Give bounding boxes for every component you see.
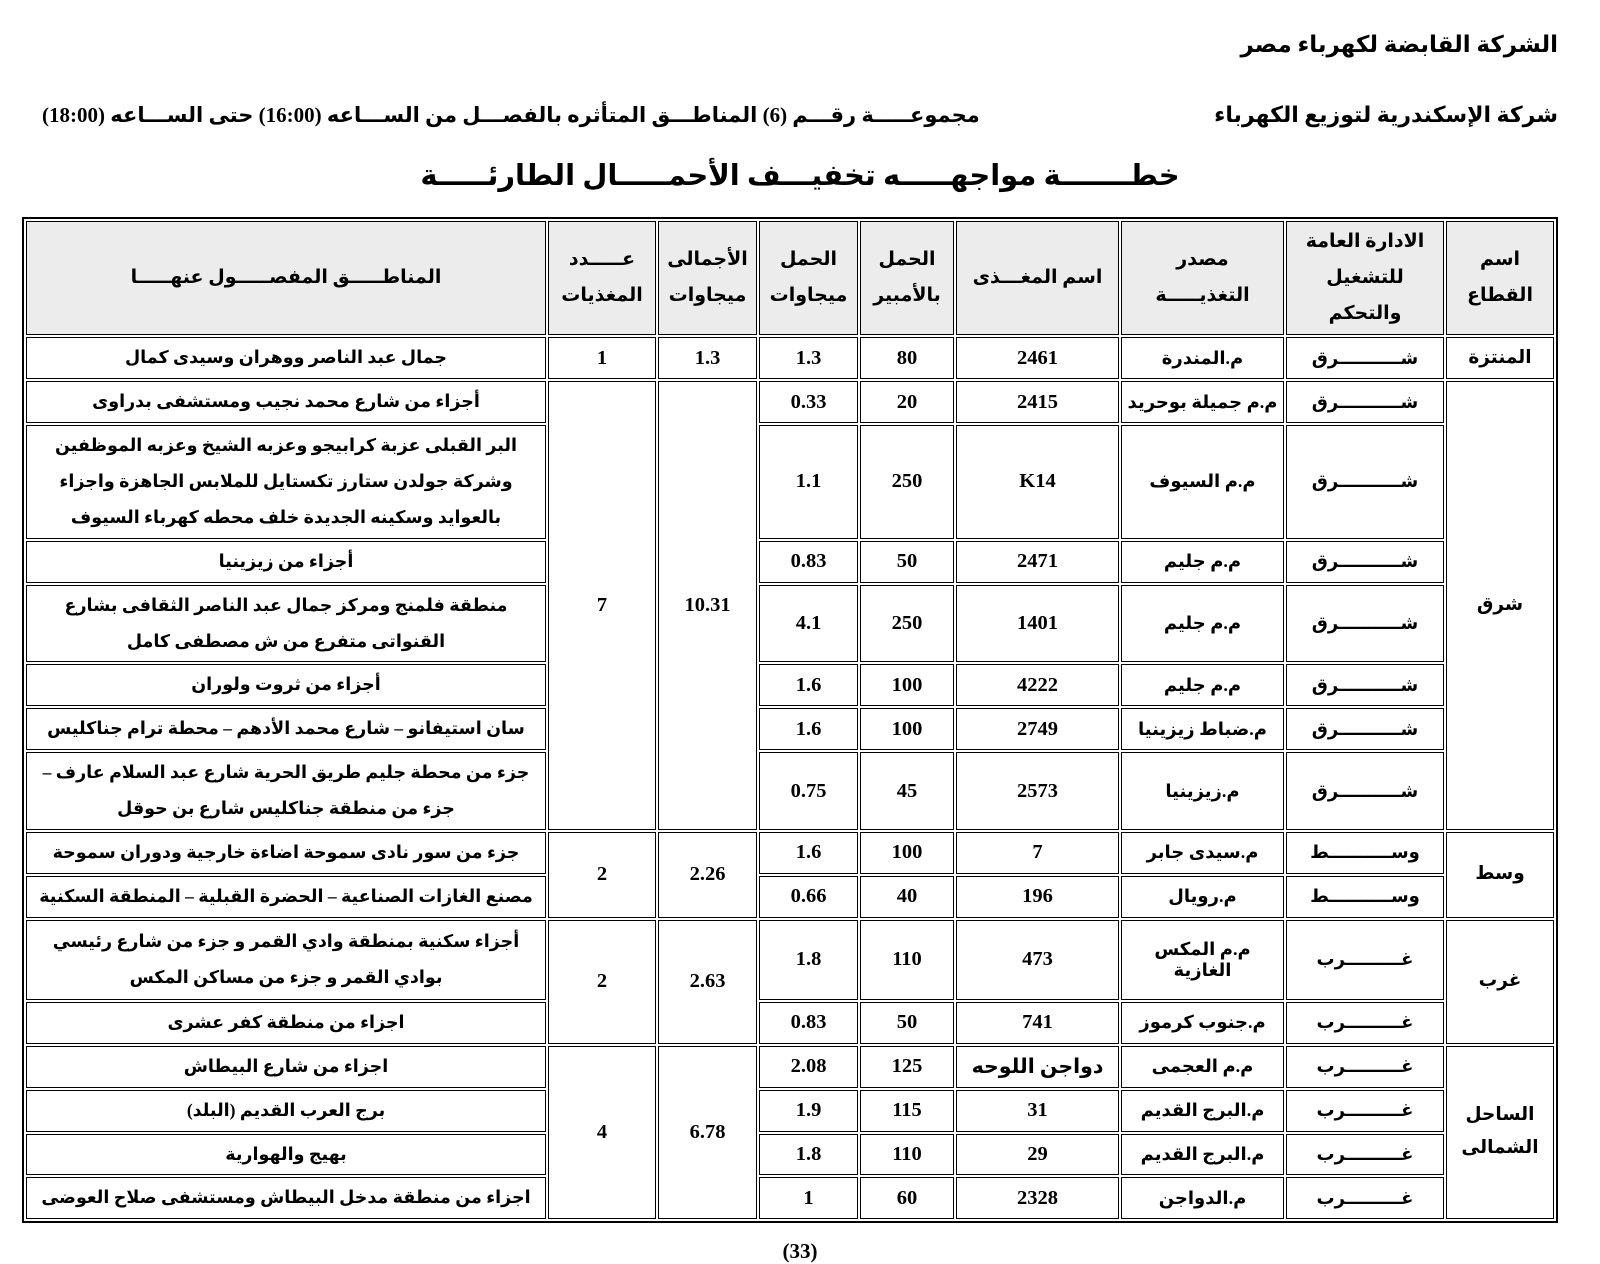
page-title: خطـــــــة مواجهـــــه تخفيـــف الأحمـــــال الطارئـــــة xyxy=(420,160,1180,192)
control-admin-cell: غـــــــــرب xyxy=(1286,1134,1444,1176)
load-amps-cell: 20 xyxy=(860,381,954,423)
subheader-row xyxy=(42,102,1558,128)
feed-source-cell: م.جنوب كرموز xyxy=(1121,1002,1284,1044)
load-amps-cell: 50 xyxy=(860,541,954,583)
control-admin-cell: غـــــــــرب xyxy=(1286,1002,1444,1044)
load-amps-cell: 115 xyxy=(860,1090,954,1132)
table-header-row xyxy=(26,221,1554,335)
load-amps-cell: 250 xyxy=(860,425,954,539)
col-header-feed-source: مصدر التغذيـــــة xyxy=(1121,221,1284,335)
load-amps-cell: 110 xyxy=(860,920,954,1000)
disconnected-areas-cell: اجزاء من منطقة مدخل البيطاش ومستشفى صلاح العوضى xyxy=(26,1177,546,1219)
disconnected-areas-cell: منطقة فلمنج ومركز جمال عبد الناصر الثقافى بشارع القنواتى متفرع من ش مصطفى كامل xyxy=(26,585,546,663)
load-amps-cell: 100 xyxy=(860,708,954,750)
table-row xyxy=(26,585,1554,663)
control-admin-cell: شــــــــــرق xyxy=(1286,381,1444,423)
control-admin-cell: غـــــــــرب xyxy=(1286,1046,1444,1088)
control-admin-cell: شــــــــــرق xyxy=(1286,541,1444,583)
sector-name-cell: الساحل الشمالى xyxy=(1446,1046,1554,1220)
col-header-load-amps: الحمل بالأمبير xyxy=(860,221,954,335)
feeder-name-cell: 196 xyxy=(956,876,1119,918)
feeder-name-cell: 31 xyxy=(956,1090,1119,1132)
load-amps-cell: 125 xyxy=(860,1046,954,1088)
load-mw-cell: 1.6 xyxy=(759,832,858,874)
feeder-count-cell: 2 xyxy=(548,920,656,1044)
feeder-name-cell: 7 xyxy=(956,832,1119,874)
feeder-count-cell: 2 xyxy=(548,832,656,918)
load-amps-cell: 80 xyxy=(860,337,954,379)
feed-source-cell: م.م جليم xyxy=(1121,585,1284,663)
table-row xyxy=(26,1177,1554,1219)
table-row xyxy=(26,752,1554,830)
feed-source-cell: م.سيدى جابر xyxy=(1121,832,1284,874)
sector-name-cell: غرب xyxy=(1446,920,1554,1044)
page-number: (33) xyxy=(782,1239,818,1264)
feeder-name-cell: 2471 xyxy=(956,541,1119,583)
disconnected-areas-cell: أجزاء من ثروت ولوران xyxy=(26,664,546,706)
feeder-name-cell: 4222 xyxy=(956,664,1119,706)
feed-source-cell: م.المندرة xyxy=(1121,337,1284,379)
total-mw-cell: 1.3 xyxy=(658,337,757,379)
control-admin-cell: شــــــــــرق xyxy=(1286,585,1444,663)
load-amps-cell: 45 xyxy=(860,752,954,830)
total-mw-cell: 10.31 xyxy=(658,381,757,830)
feed-source-cell: م.رويال xyxy=(1121,876,1284,918)
table-row xyxy=(26,832,1554,874)
feeder-name-cell: 741 xyxy=(956,1002,1119,1044)
load-amps-cell: 250 xyxy=(860,585,954,663)
load-mw-cell: 1.1 xyxy=(759,425,858,539)
feeder-count-cell: 7 xyxy=(548,381,656,830)
disconnected-areas-cell: أجزاء من شارع محمد نجيب ومستشفى بدراوى xyxy=(26,381,546,423)
total-mw-cell: 2.63 xyxy=(658,920,757,1044)
feeder-name-cell: K14 xyxy=(956,425,1119,539)
load-amps-cell: 110 xyxy=(860,1134,954,1176)
load-mw-cell: 4.1 xyxy=(759,585,858,663)
col-header-load-mw: الحمل ميجاوات xyxy=(759,221,858,335)
load-mw-cell: 1.8 xyxy=(759,920,858,1000)
table-row xyxy=(26,1002,1554,1044)
load-amps-cell: 60 xyxy=(860,1177,954,1219)
disconnected-areas-cell: بهيج والهوارية xyxy=(26,1134,546,1176)
control-admin-cell: غـــــــــرب xyxy=(1286,920,1444,1000)
load-mw-cell: 1.3 xyxy=(759,337,858,379)
disconnected-areas-cell: جمال عبد الناصر ووهران وسيدى كمال xyxy=(26,337,546,379)
feed-source-cell: م.م جليم xyxy=(1121,664,1284,706)
disconnected-areas-cell: جزء من محطة جليم طريق الحرية شارع عبد السلام عارف – جزء من منطقة جناكليس شارع بن حوقل xyxy=(26,752,546,830)
load-mw-cell: 1.6 xyxy=(759,664,858,706)
table-row xyxy=(26,1134,1554,1176)
load-amps-cell: 40 xyxy=(860,876,954,918)
feed-source-cell: م.م السيوف xyxy=(1121,425,1284,539)
table-row xyxy=(26,876,1554,918)
load-amps-cell: 100 xyxy=(860,664,954,706)
group-schedule-line: مجموعـــــة رقـــم (6) المناطـــق المتأثره بالفصـــل من الســـاعه (16:00) حتى الســـاعه (18:00) xyxy=(42,103,980,127)
control-admin-cell: شــــــــــرق xyxy=(1286,752,1444,830)
table-row xyxy=(26,541,1554,583)
load-mw-cell: 1.6 xyxy=(759,708,858,750)
control-admin-cell: وســــــــــط xyxy=(1286,832,1444,874)
feeder-count-cell: 1 xyxy=(548,337,656,379)
col-header-control-admin: الادارة العامة للتشغيل والتحكم xyxy=(1286,221,1444,335)
feed-source-cell: م.م جليم xyxy=(1121,541,1284,583)
load-mw-cell: 1 xyxy=(759,1177,858,1219)
feeder-name-cell: 2573 xyxy=(956,752,1119,830)
disconnected-areas-cell: مصنع الغازات الصناعية – الحضرة القبلية – المنطقة السكنية xyxy=(26,876,546,918)
table-row xyxy=(26,708,1554,750)
control-admin-cell: غـــــــــرب xyxy=(1286,1090,1444,1132)
holding-company-name: الشركة القابضة لكهرباء مصر xyxy=(1240,32,1558,57)
load-mw-cell: 0.33 xyxy=(759,381,858,423)
feeder-name-cell: 2415 xyxy=(956,381,1119,423)
feed-source-cell: م.الدواجن xyxy=(1121,1177,1284,1219)
control-admin-cell: شــــــــــرق xyxy=(1286,664,1444,706)
feeder-name-cell: 473 xyxy=(956,920,1119,1000)
table-row xyxy=(26,425,1554,539)
disconnected-areas-cell: اجزاء من شارع البيطاش xyxy=(26,1046,546,1088)
table-row xyxy=(26,920,1554,1000)
feed-source-cell: م.زيزينيا xyxy=(1121,752,1284,830)
load-mw-cell: 0.75 xyxy=(759,752,858,830)
load-mw-cell: 2.08 xyxy=(759,1046,858,1088)
col-header-feeder-name: اسم المغـــذى xyxy=(956,221,1119,335)
table-row xyxy=(26,1090,1554,1132)
load-mw-cell: 0.83 xyxy=(759,1002,858,1044)
sector-name-cell: شرق xyxy=(1446,381,1554,830)
sector-name-cell: وسط xyxy=(1446,832,1554,918)
table-row xyxy=(26,664,1554,706)
load-amps-cell: 50 xyxy=(860,1002,954,1044)
feeder-name-cell: 2749 xyxy=(956,708,1119,750)
feeder-name-cell: 2461 xyxy=(956,337,1119,379)
load-mw-cell: 0.83 xyxy=(759,541,858,583)
total-mw-cell: 2.26 xyxy=(658,832,757,918)
load-mw-cell: 0.66 xyxy=(759,876,858,918)
disconnected-areas-cell: أجزاء سكنية بمنطقة وادي القمر و جزء من شارع رئيسي بوادي القمر و جزء من مساكن المكس xyxy=(26,920,546,1000)
col-header-sector-name: اسم القطاع xyxy=(1446,221,1554,335)
disconnected-areas-cell: اجزاء من منطقة كفر عشرى xyxy=(26,1002,546,1044)
col-header-disconnected-areas: المناطـــــق المفصـــــول عنهـــــا xyxy=(26,221,546,335)
sector-name-cell: المنتزة xyxy=(1446,337,1554,379)
control-admin-cell: شــــــــــرق xyxy=(1286,708,1444,750)
feeder-name-cell: دواجن اللوحه xyxy=(956,1046,1119,1088)
control-admin-cell: شــــــــــرق xyxy=(1286,425,1444,539)
feed-source-cell: م.م جميلة بوحريد xyxy=(1121,381,1284,423)
feed-source-cell: م.البرج القديم xyxy=(1121,1090,1284,1132)
feed-source-cell: م.م العجمى xyxy=(1121,1046,1284,1088)
total-mw-cell: 6.78 xyxy=(658,1046,757,1220)
disconnected-areas-cell: جزء من سور نادى سموحة اضاءة خارجية ودوران سموحة xyxy=(26,832,546,874)
load-amps-cell: 100 xyxy=(860,832,954,874)
table-row xyxy=(26,337,1554,379)
disconnected-areas-cell: سان استيفانو – شارع محمد الأدهم – محطة ترام جناكليس xyxy=(26,708,546,750)
table-row xyxy=(26,1046,1554,1088)
feed-source-cell: م.ضباط زيزينيا xyxy=(1121,708,1284,750)
control-admin-cell: شــــــــــرق xyxy=(1286,337,1444,379)
control-admin-cell: غـــــــــرب xyxy=(1286,1177,1444,1219)
load-mw-cell: 1.9 xyxy=(759,1090,858,1132)
load-shedding-table xyxy=(22,217,1558,1223)
feeder-name-cell: 29 xyxy=(956,1134,1119,1176)
feeder-name-cell: 1401 xyxy=(956,585,1119,663)
control-admin-cell: وســــــــــط xyxy=(1286,876,1444,918)
feeder-name-cell: 2328 xyxy=(956,1177,1119,1219)
table-row xyxy=(26,381,1554,423)
distribution-company-name: شركة الإسكندرية لتوزيع الكهرباء xyxy=(1214,102,1558,127)
disconnected-areas-cell: أجزاء من زيزينيا xyxy=(26,541,546,583)
load-mw-cell: 1.8 xyxy=(759,1134,858,1176)
disconnected-areas-cell: البر القبلى عزبة كرابيجو وعزبه الشيخ وعزبه الموظفين وشركة جولدن ستارز تكستايل للملابس الجاهزة واجزاء بالعوايد وسكينه الجديدة خلف محطه كهرباء السيوف xyxy=(26,425,546,539)
disconnected-areas-cell: برج العرب القديم (البلد) xyxy=(26,1090,546,1132)
feed-source-cell: م.البرج القديم xyxy=(1121,1134,1284,1176)
col-header-total-mw: الأجمالى ميجاوات xyxy=(658,221,757,335)
feed-source-cell: م.م المكس الغازية xyxy=(1121,920,1284,1000)
feeder-count-cell: 4 xyxy=(548,1046,656,1220)
col-header-feeder-count: عـــــدد المغذيات xyxy=(548,221,656,335)
